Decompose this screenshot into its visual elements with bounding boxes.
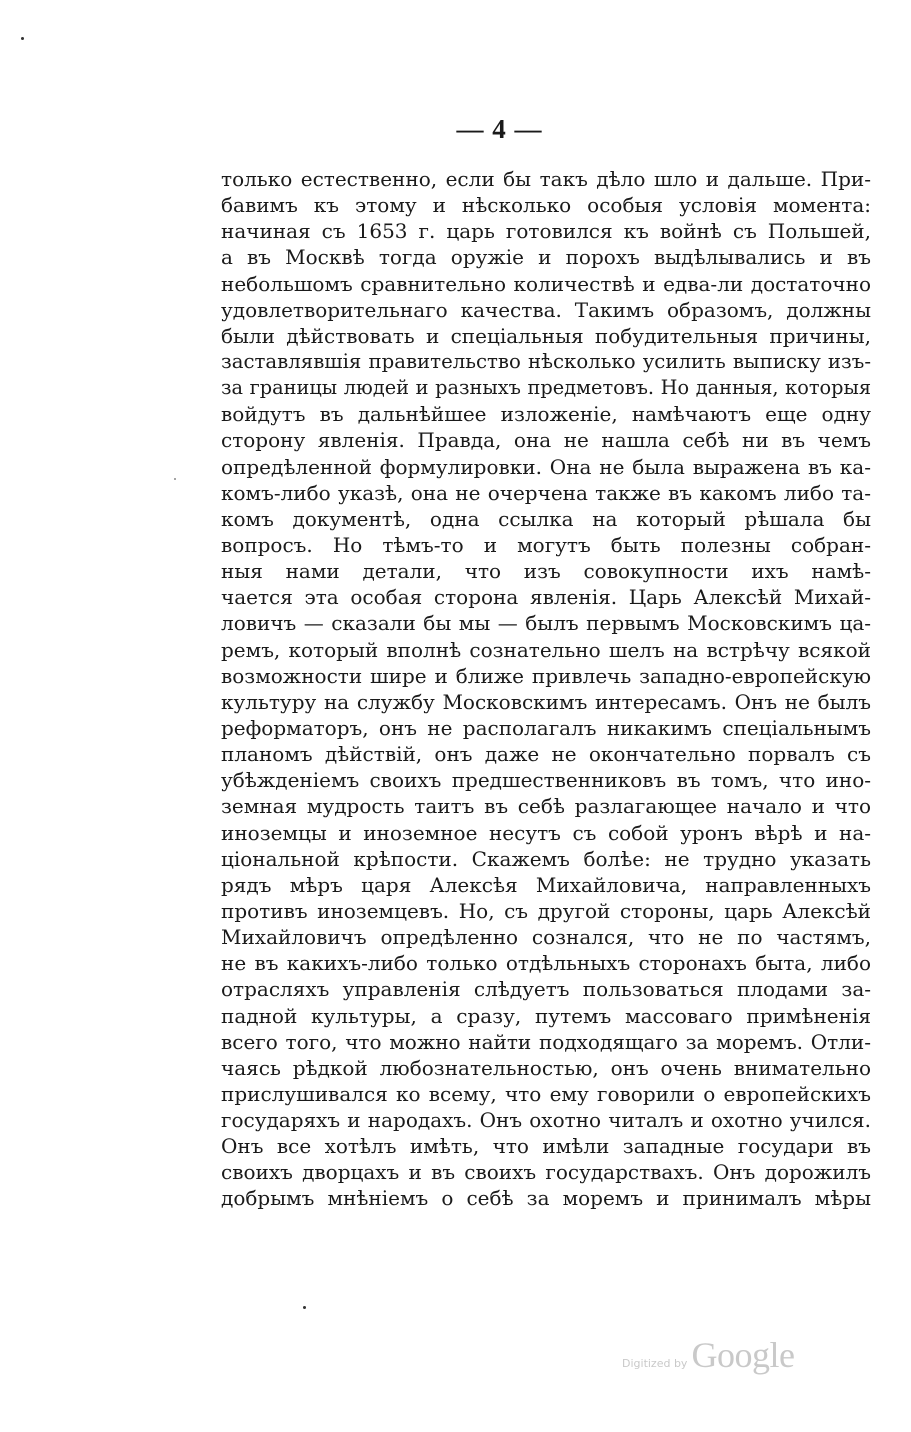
scan-speck-bottom xyxy=(303,1306,306,1309)
text-line: культуру на службу Московскимъ интересамъ. Онъ не былъ xyxy=(221,689,871,714)
text-line: иноземцы и иноземное несутъ съ собой уронъ вѣрѣ и на- xyxy=(221,820,871,845)
text-line: комъ-либо указѣ, она не очерчена также въ какомъ либо та- xyxy=(221,480,871,505)
text-line: государяхъ и народахъ. Онъ охотно читалъ и охотно учился. xyxy=(221,1108,871,1133)
text-line: возможности шире и ближе привлечь западно-европейскую xyxy=(221,663,871,688)
text-line: только естественно, если бы такъ дѣло шло и дальше. При- xyxy=(221,167,871,191)
scan-speck-margin xyxy=(174,478,176,480)
text-line: своихъ дворцахъ и въ своихъ государствахъ. Онъ дорожилъ xyxy=(221,1160,871,1185)
text-line: всего того, что можно найти подходящаго за моремъ. Отли- xyxy=(221,1029,871,1054)
google-logo: Google xyxy=(691,1335,795,1375)
text-line: реформаторъ, онъ не располагалъ никакимъ спеціальнымъ xyxy=(221,715,871,740)
text-line: планомъ дѣйствій, онъ даже не окончательно порвалъ съ xyxy=(221,742,871,767)
text-line: начиная съ 1653 г. царь готовился къ войнѣ съ Польшей, xyxy=(221,219,871,244)
text-line: вопросъ. Но тѣмъ-то и могутъ быть полезны собран- xyxy=(221,532,871,557)
scan-speck-top-left xyxy=(21,37,24,40)
text-line: за границы людей и разныхъ предметовъ. Но данныя, которыя xyxy=(221,376,871,400)
text-line: прислушивался ко всему, что ему говорили о европейскихъ xyxy=(221,1081,871,1106)
text-line: были дѣйствовать и спеціальныя побудительныя причины, xyxy=(221,323,871,348)
body-text xyxy=(221,166,871,1212)
text-line: отрасляхъ управленія слѣдуетъ пользоваться плодами за- xyxy=(221,977,871,1002)
text-line: небольшомъ сравнительно количествѣ и едва-ли достаточно xyxy=(221,271,871,296)
text-line: заставлявшія правительство нѣсколько усилить выписку изъ- xyxy=(221,349,871,373)
text-line: бавимъ къ этому и нѣсколько особыя условія момента: xyxy=(221,193,871,218)
text-line: ловичъ — сказали бы мы — былъ первымъ Московскимъ ца- xyxy=(221,611,871,636)
text-line: а въ Москвѣ тогда оружіе и порохъ выдѣлывались и въ xyxy=(221,245,871,270)
text-line: рядъ мѣръ царя Алексѣя Михайловича, направленныхъ xyxy=(221,872,871,897)
text-line: ныя нами детали, что изъ совокупности ихъ намѣ- xyxy=(221,559,871,584)
text-line: комъ документѣ, одна ссылка на который рѣшала бы xyxy=(221,506,871,531)
text-line: ціональной крѣпости. Скажемъ болѣе: не трудно указать xyxy=(221,846,871,871)
page-number: — 4 — xyxy=(456,114,543,144)
text-line: сторону явленія. Правда, она не нашла себѣ ни въ чемъ xyxy=(221,428,871,453)
text-line: чается эта особая сторона явленія. Царь Алексѣй Михай- xyxy=(221,585,871,610)
text-line: удовлетворительнаго качества. Такимъ образомъ, должны xyxy=(221,297,871,322)
text-line: Онъ все хотѣлъ имѣть, что имѣли западные государи въ xyxy=(221,1134,871,1159)
text-line: падной культуры, а сразу, путемъ массоваго примѣненія xyxy=(221,1003,871,1028)
text-line: войдутъ въ дальнѣйшее изложеніе, намѣчаютъ еще одну xyxy=(221,402,871,427)
text-line: опредѣленной формулировки. Она не была выражена въ ка- xyxy=(221,454,871,479)
text-line: земная мудрость таитъ въ себѣ разлагающее начало и что xyxy=(221,794,871,819)
text-line: добрымъ мнѣніемъ о себѣ за моремъ и принималъ мѣры xyxy=(221,1186,871,1211)
watermark-prefix: Digitized by xyxy=(622,1357,688,1370)
text-line: противъ иноземцевъ. Но, съ другой стороны, царь Алексѣй xyxy=(221,898,871,923)
text-line: чаясь рѣдкой любознательностью, онъ очень внимательно xyxy=(221,1055,871,1080)
text-line: Михайловичъ опредѣленно сознался, что не по частямъ, xyxy=(221,925,871,950)
text-line: ремъ, который вполнѣ сознательно шелъ на встрѣчу всякой xyxy=(221,637,871,662)
text-line: убѣжденіемъ своихъ предшественниковъ въ томъ, что ино- xyxy=(221,768,871,793)
digitized-by-google-watermark xyxy=(622,1334,812,1378)
text-line: не въ какихъ-либо только отдѣльныхъ сторонахъ быта, либо xyxy=(221,951,871,976)
